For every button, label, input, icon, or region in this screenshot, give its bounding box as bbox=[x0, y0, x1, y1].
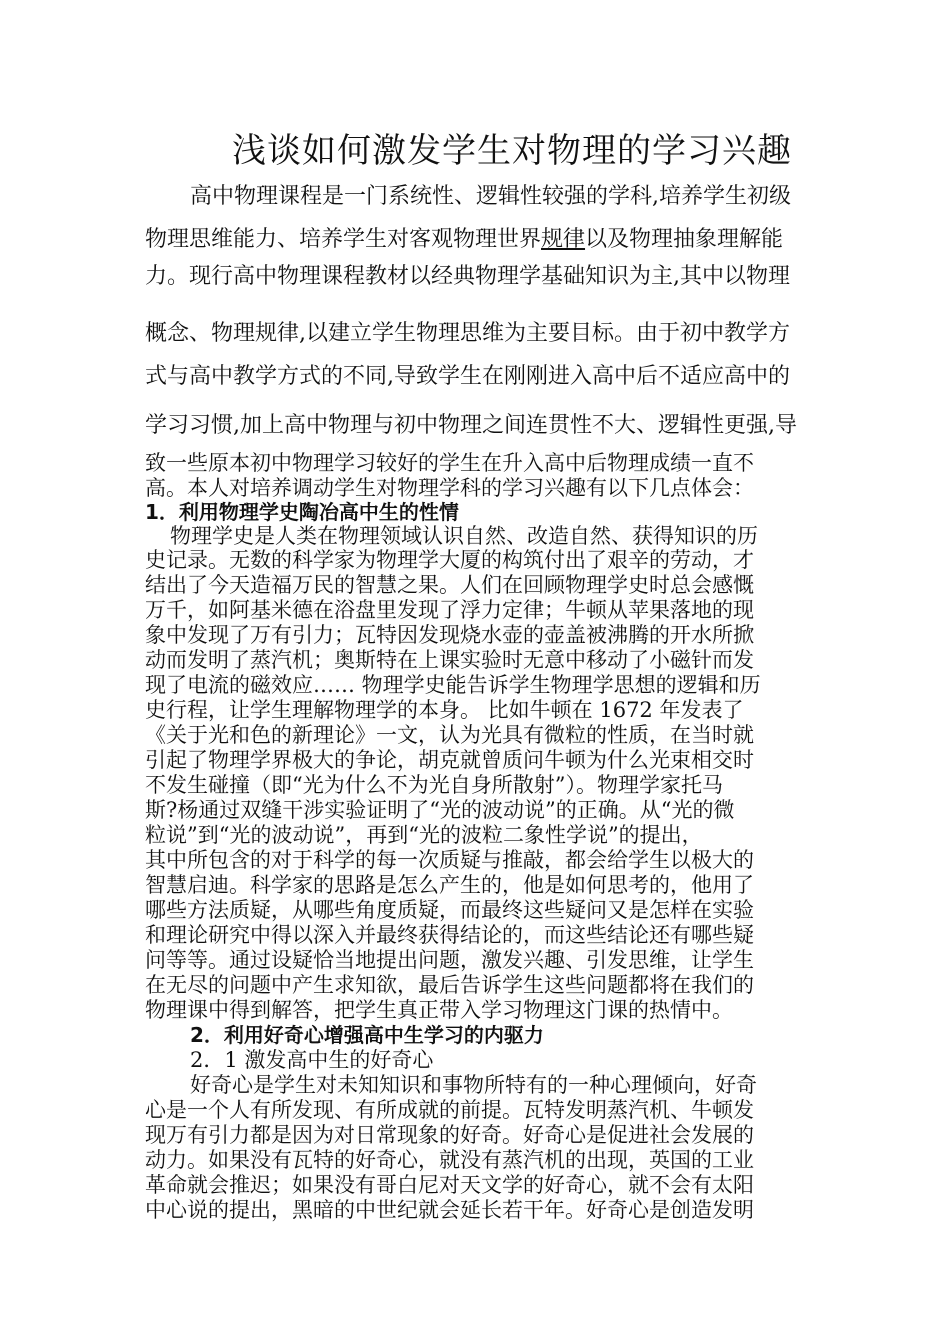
paragraph-line: 学习习惯,加上高中物理与初中物理之间连贯性不大、逻辑性更强,导 bbox=[145, 413, 797, 438]
paragraph-line: 斯?杨通过双缝干涉实验证明了“光的波动说”的正确。从“光的微 bbox=[145, 798, 735, 822]
paragraph-line: 现万有引力都是因为对日常现象的好奇。好奇心是促进社会发展的 bbox=[145, 1123, 754, 1147]
paragraph-line: 引起了物理学界极大的争论，胡克就曾质问牛顿为什么光束相交时 bbox=[145, 748, 754, 772]
paragraph-line: 革命就会推迟；如果没有哥白尼对天文学的好奇心，就不会有太阳 bbox=[145, 1173, 754, 1197]
paragraph-line: 和理论研究中得以深入并最终获得结论的，而这些结论还有哪些疑 bbox=[145, 923, 754, 947]
paragraph-line: 中心说的提出，黑暗的中世纪就会延长若干年。好奇心是创造发明 bbox=[145, 1198, 754, 1222]
paragraph-line: 高。本人对培养调动学生对物理学科的学习兴趣有以下几点体会： bbox=[145, 476, 754, 500]
paragraph-line: 结出了今天造福万民的智慧之果。人们在回顾物理学史时总会感慨 bbox=[145, 573, 754, 597]
paragraph-line: 哪些方法质疑，从哪些角度质疑，而最终这些疑问又是怎样在实验 bbox=[145, 898, 754, 922]
paragraph-line: 概念、物理规律,以建立学生物理思维为主要目标。由于初中教学方 bbox=[145, 321, 790, 346]
paragraph-line: 在无尽的问题中产生求知欲，最后告诉学生这些问题都将在我们的 bbox=[145, 973, 754, 997]
paragraph-line: 现了电流的磁效应…… 物理学史能告诉学生物理学思想的逻辑和历 bbox=[145, 673, 761, 697]
paragraph-line: 动而发明了蒸汽机；奥斯特在上课实验时无意中移动了小磁针而发 bbox=[145, 648, 754, 672]
underlined-link-text: 规律 bbox=[541, 227, 586, 252]
paragraph-line: 史行程，让学生理解物理学的本身。 比如牛顿在 1672 年发表了 bbox=[145, 698, 744, 722]
paragraph-line: 粒说”到“光的波动说”，再到“光的波粒二象性学说”的提出， bbox=[145, 823, 703, 847]
paragraph-line: 物理学史是人类在物理领域认识自然、改造自然、获得知识的历 bbox=[170, 524, 758, 548]
paragraph-line: 史记录。无数的科学家为物理学大厦的构筑付出了艰辛的劳动，才 bbox=[145, 548, 754, 572]
paragraph-line: 式与高中教学方式的不同,导致学生在刚刚进入高中后不适应高中的 bbox=[145, 364, 790, 389]
paragraph-line: 不发生碰撞（即“光为什么不为光自身所散射”）。物理学家托马 bbox=[145, 773, 723, 797]
paragraph-line: 《关于光和色的新理论》一文，认为光具有微粒的性质，在当时就 bbox=[145, 723, 754, 747]
paragraph-line: 高中物理课程是一门系统性、逻辑性较强的学科,培养学生初级 bbox=[190, 184, 791, 209]
paragraph-line: 智慧启迪。科学家的思路是怎么产生的，他是如何思考的，他用了 bbox=[145, 873, 754, 897]
paragraph-line: 致一些原本初中物理学习较好的学生在升入高中后物理成绩一直不 bbox=[145, 451, 754, 475]
paragraph-line: 其中所包含的对于科学的每一次质疑与推敲，都会给学生以极大的 bbox=[145, 848, 754, 872]
section-heading: 2．利用好奇心增强高中生学习的内驱力 bbox=[190, 1023, 544, 1047]
section-heading: 1．利用物理学史陶冶高中生的性情 bbox=[145, 500, 459, 524]
paragraph-line: 动力。如果没有瓦特的好奇心，就没有蒸汽机的出现，英国的工业 bbox=[145, 1148, 754, 1172]
paragraph-line: 问等等。通过设疑恰当地提出问题，激发兴趣、引发思维，让学生 bbox=[145, 948, 754, 972]
document-title: 浅谈如何激发学生对物理的学习兴趣 bbox=[232, 131, 792, 171]
paragraph-line: 物理课中得到解答，把学生真正带入学习物理这门课的热情中。 bbox=[145, 998, 733, 1022]
paragraph-line: 心是一个人有所发现、有所成就的前提。瓦特发明蒸汽机、牛顿发 bbox=[145, 1098, 754, 1122]
paragraph-line: 象中发现了万有引力；瓦特因发现烧水壶的壶盖被沸腾的开水所掀 bbox=[145, 623, 754, 647]
subsection-heading: 2．1 激发高中生的好奇心 bbox=[190, 1048, 434, 1072]
paragraph-line: 万千，如阿基米德在浴盘里发现了浮力定律；牛顿从苹果落地的现 bbox=[145, 598, 754, 622]
paragraph-line: 力。现行高中物理课程教材以经典物理学基础知识为主,其中以物理 bbox=[145, 264, 790, 289]
paragraph-line: 好奇心是学生对未知知识和事物所特有的一种心理倾向，好奇 bbox=[190, 1073, 757, 1097]
paragraph-line: 物理思维能力、培养学生对客观物理世界规律以及物理抽象理解能 bbox=[145, 227, 784, 252]
